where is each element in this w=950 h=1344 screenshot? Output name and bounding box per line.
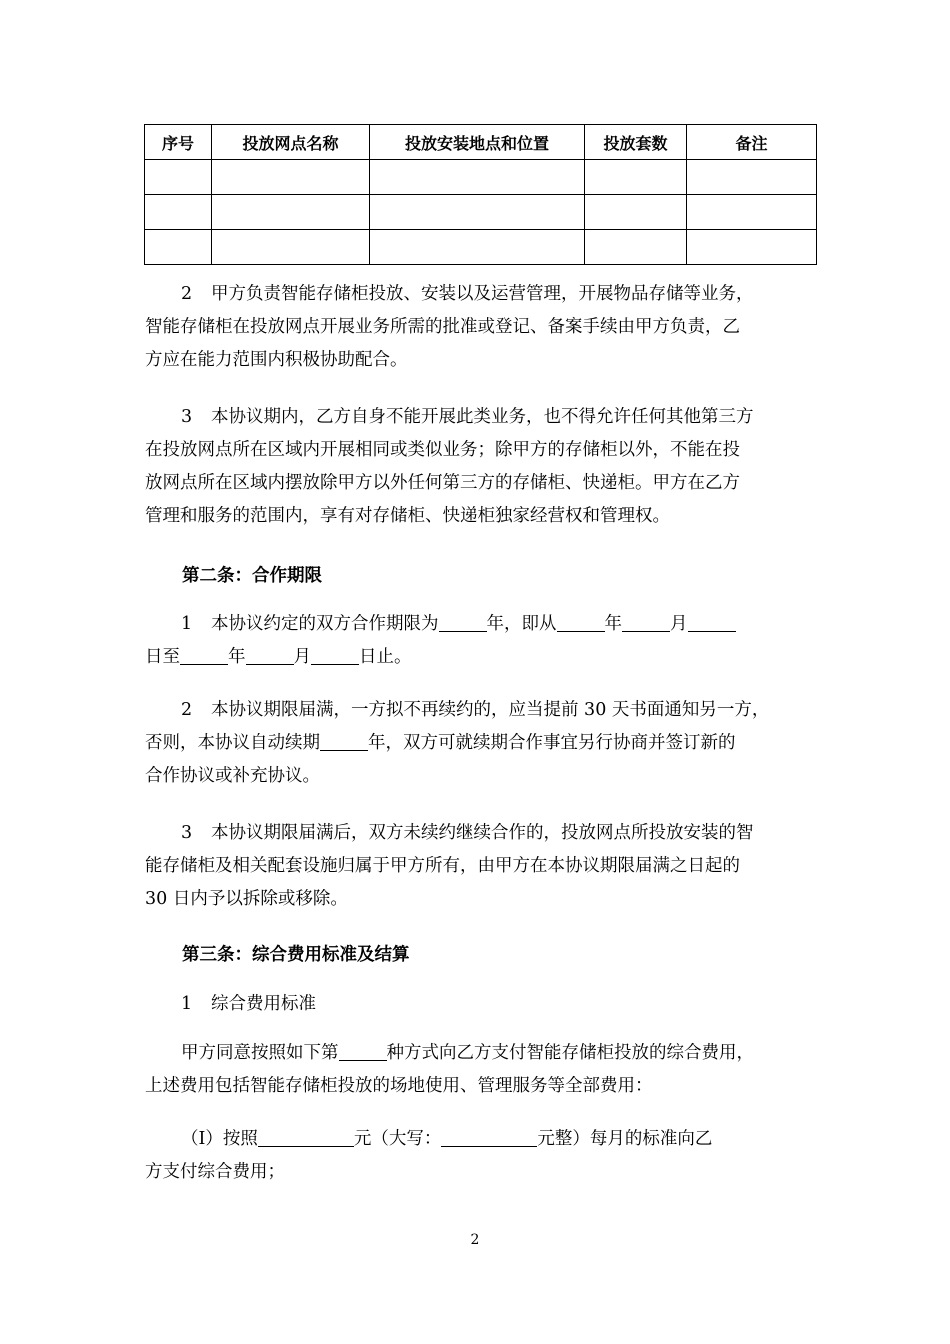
article3-heading: 第三条：综合费用标准及结算 [182, 945, 410, 965]
table-cell [212, 160, 370, 195]
table-cell [687, 195, 817, 230]
fill-blank[interactable] [258, 1128, 354, 1147]
fill-blank[interactable] [339, 1042, 387, 1061]
article3-payment-method: 甲方同意按照如下第 种方式向乙方支付智能存储柜投放的综合费用， 上述费用包括智能存储柜投放的场地使用、管理服务等全部费用： [145, 1043, 754, 1096]
table-row [145, 230, 817, 265]
article2-clause1: 1 本协议约定的双方合作期限为 年，即从 年 月 日至 年 月 日止。 [145, 608, 817, 674]
header-quantity: 投放套数 [585, 125, 687, 160]
article2-heading: 第二条：合作期限 [182, 566, 322, 586]
fill-blank[interactable] [441, 1128, 537, 1147]
header-site-name: 投放网点名称 [212, 125, 370, 160]
table-cell [687, 230, 817, 265]
table-cell [370, 230, 585, 265]
table-cell [370, 195, 585, 230]
fill-blank[interactable] [688, 613, 736, 632]
fill-blank[interactable] [557, 613, 605, 632]
table-cell [212, 195, 370, 230]
table-cell [687, 160, 817, 195]
article2-clause3: 3 本协议期限届满后，双方未续约继续合作的，投放网点所投放安装的智 能存储柜及相关配套设施归属于甲方所有，由甲方在本协议期限届满之日起的 30 日内予以拆除或移除。 [145, 823, 754, 909]
fill-blank[interactable] [311, 646, 359, 665]
article1-clause3: 3 本协议期内，乙方自身不能开展此类业务，也不得允许任何其他第三方 在投放网点所在区域内开展相同或类似业务；除甲方的存储柜以外，不能在投 放网点所在区域内摆放除甲方以外任何第三方的存储柜、快递柜。甲方在乙方 管理和服务的范围内，享有对存储柜、快递柜独家经营权和管理权。 [145, 407, 754, 526]
fill-blank[interactable] [439, 613, 487, 632]
table-cell [585, 230, 687, 265]
fill-blank[interactable] [180, 646, 228, 665]
table-cell [145, 160, 212, 195]
fill-blank[interactable] [622, 613, 670, 632]
article3-section1-title: 1 综合费用标准 [181, 994, 316, 1014]
header-location: 投放安装地点和位置 [370, 125, 585, 160]
table-cell [370, 160, 585, 195]
table-header-row [145, 125, 817, 160]
article2-clause2: 2 本协议期限届满，一方拟不再续约的，应当提前 30 天书面通知另一方， 否则，本协议自动续期 年，双方可就续期合作事宜另行协商并签订新的 合作协议或补充协议。 [145, 700, 770, 786]
table-cell [585, 195, 687, 230]
table-row [145, 160, 817, 195]
fill-blank[interactable] [246, 646, 294, 665]
page-number: 2 [470, 1232, 480, 1248]
table-cell [145, 230, 212, 265]
table-cell [585, 160, 687, 195]
fill-blank[interactable] [320, 732, 368, 751]
table-cell [145, 195, 212, 230]
header-serial: 序号 [145, 125, 212, 160]
table-row [145, 195, 817, 230]
table-cell [212, 230, 370, 265]
article1-clause2: 2 甲方负责智能存储柜投放、安装以及运营管理，开展物品存储等业务， 智能存储柜在投放网点开展业务所需的批准或登记、备案手续由甲方负责，乙 方应在能力范围内积极协助配合。 [145, 284, 754, 370]
article3-option1: （Ⅰ）按照 元（大写： 元整）每月的标准向乙 方支付综合费用； [145, 1129, 713, 1182]
header-remarks: 备注 [687, 125, 817, 160]
site-table [144, 124, 817, 265]
